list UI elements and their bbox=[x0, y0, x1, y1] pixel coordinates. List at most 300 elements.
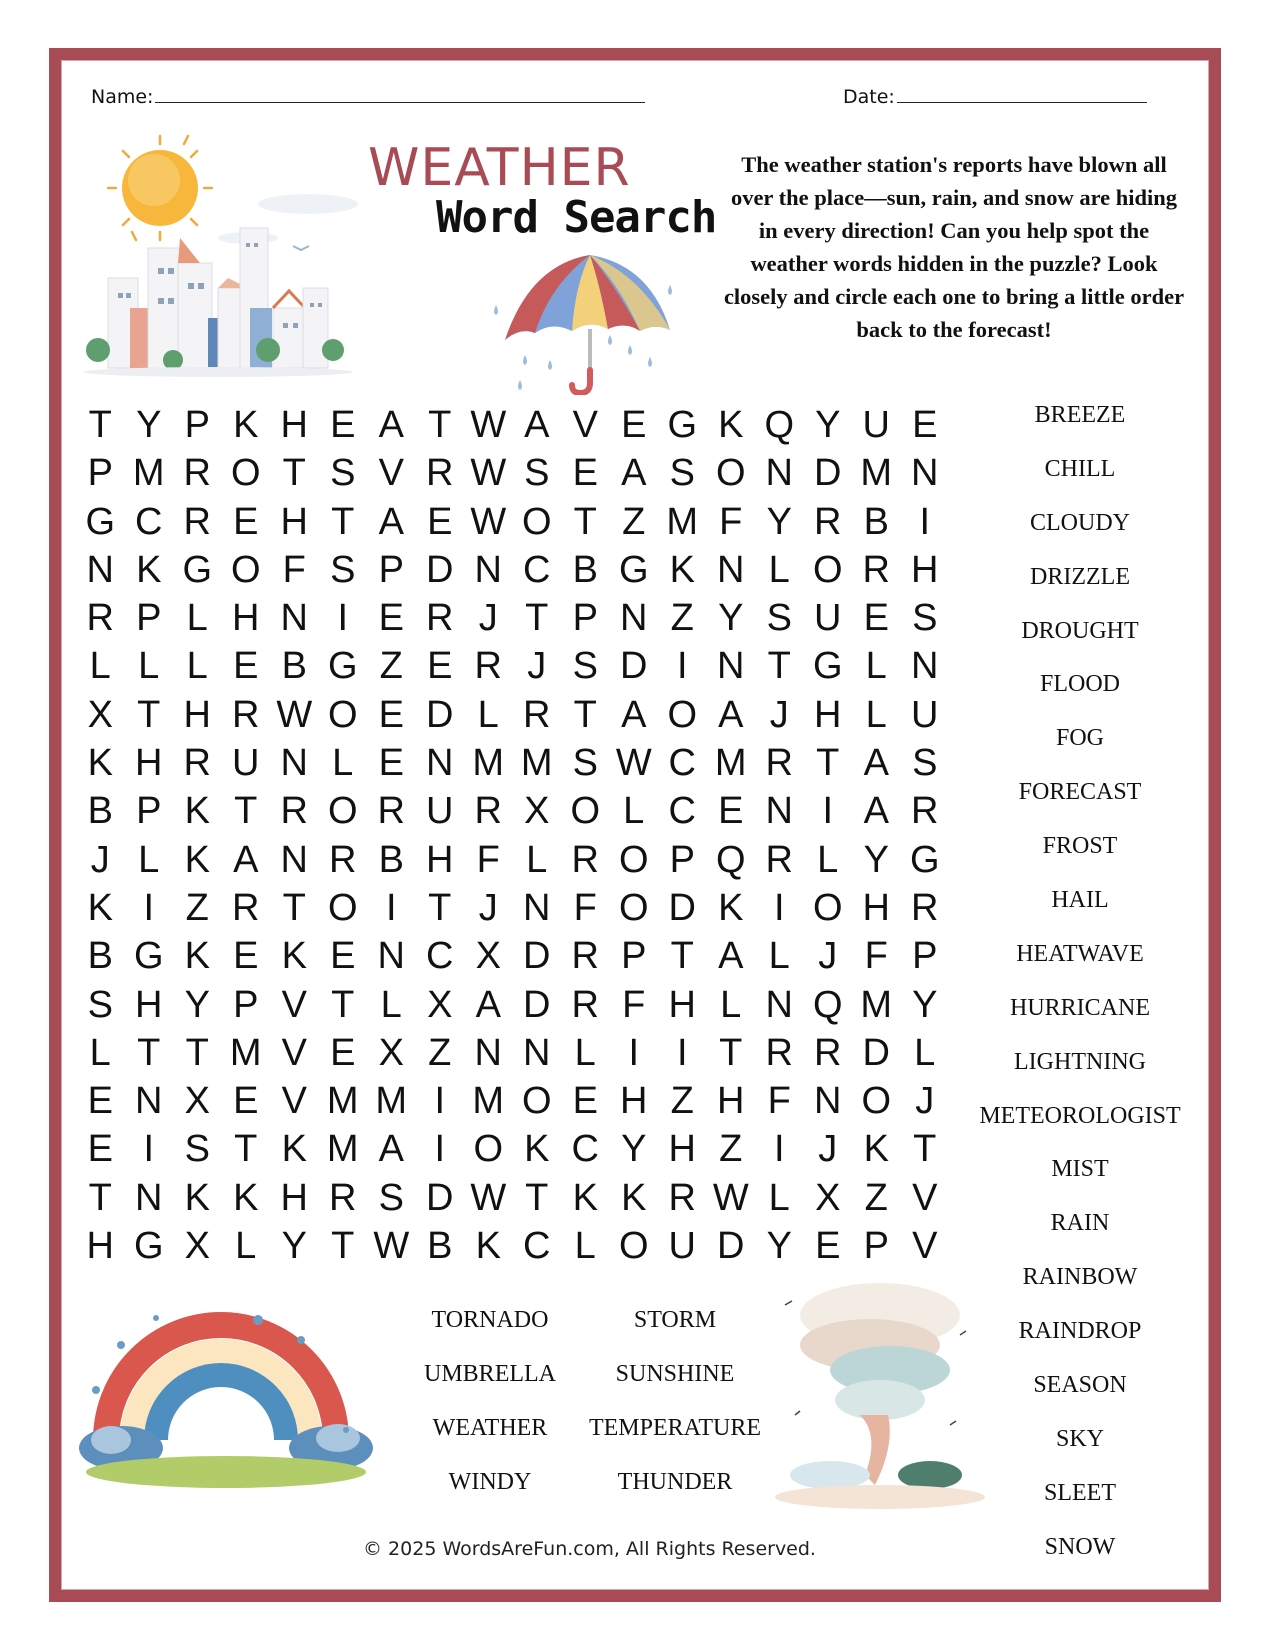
grid-cell[interactable]: E bbox=[233, 645, 259, 688]
grid-cell[interactable]: X bbox=[378, 1031, 404, 1074]
grid-cell[interactable]: N bbox=[280, 597, 308, 640]
grid-cell[interactable]: Z bbox=[864, 1176, 888, 1219]
grid-cell[interactable]: J bbox=[478, 886, 498, 929]
grid-cell[interactable]: A bbox=[475, 983, 501, 1026]
grid-cell[interactable]: N bbox=[426, 742, 454, 785]
grid-cell[interactable]: R bbox=[86, 597, 114, 640]
grid-cell[interactable]: R bbox=[765, 1031, 793, 1074]
grid-cell[interactable]: Y bbox=[912, 983, 938, 1026]
grid-cell[interactable]: P bbox=[669, 838, 695, 881]
grid-cell[interactable]: K bbox=[718, 404, 744, 446]
grid-cell[interactable]: E bbox=[718, 790, 744, 833]
grid-cell[interactable]: P bbox=[572, 597, 598, 640]
grid-cell[interactable]: U bbox=[668, 1225, 696, 1268]
grid-cell[interactable]: Z bbox=[185, 886, 209, 929]
grid-cell[interactable]: T bbox=[282, 886, 306, 929]
grid-cell[interactable]: T bbox=[88, 404, 112, 446]
grid-cell[interactable]: I bbox=[919, 500, 931, 543]
grid-cell[interactable]: N bbox=[911, 452, 939, 495]
grid-cell[interactable]: H bbox=[280, 1176, 308, 1219]
grid-cell[interactable]: R bbox=[571, 983, 599, 1026]
grid-cell[interactable]: M bbox=[714, 742, 747, 785]
grid-cell[interactable]: C bbox=[668, 790, 696, 833]
grid-cell[interactable]: T bbox=[670, 935, 694, 978]
grid-cell[interactable]: C bbox=[571, 1128, 599, 1171]
grid-cell[interactable]: N bbox=[523, 1031, 551, 1074]
grid-cell[interactable]: X bbox=[184, 1080, 210, 1123]
grid-cell[interactable]: K bbox=[184, 1176, 210, 1219]
grid-cell[interactable]: N bbox=[135, 1080, 163, 1123]
grid-cell[interactable]: K bbox=[87, 886, 113, 929]
grid-cell[interactable]: F bbox=[573, 886, 597, 929]
grid-cell[interactable]: R bbox=[474, 645, 502, 688]
grid-cell[interactable]: I bbox=[385, 886, 397, 929]
grid-cell[interactable]: T bbox=[331, 1225, 355, 1268]
grid-cell[interactable]: R bbox=[232, 693, 260, 736]
grid-cell[interactable]: W bbox=[615, 742, 652, 785]
grid-cell[interactable]: I bbox=[822, 790, 834, 833]
grid-cell[interactable]: U bbox=[814, 597, 842, 640]
grid-cell[interactable]: R bbox=[814, 500, 842, 543]
grid-cell[interactable]: T bbox=[234, 790, 258, 833]
grid-cell[interactable]: L bbox=[186, 597, 208, 640]
grid-cell[interactable]: F bbox=[282, 548, 306, 591]
grid-cell[interactable]: L bbox=[89, 1031, 111, 1074]
grid-cell[interactable]: M bbox=[472, 1080, 505, 1123]
grid-cell[interactable]: J bbox=[769, 693, 789, 736]
grid-cell[interactable]: B bbox=[572, 548, 598, 591]
grid-cell[interactable]: E bbox=[233, 500, 259, 543]
grid-cell[interactable]: E bbox=[378, 742, 404, 785]
grid-cell[interactable]: B bbox=[427, 1225, 453, 1268]
grid-cell[interactable]: P bbox=[378, 548, 404, 591]
grid-cell[interactable]: X bbox=[184, 1225, 210, 1268]
grid-cell[interactable]: S bbox=[524, 452, 550, 495]
grid-cell[interactable]: M bbox=[326, 1080, 359, 1123]
grid-cell[interactable]: B bbox=[87, 790, 113, 833]
grid-cell[interactable]: N bbox=[474, 1031, 502, 1074]
grid-cell[interactable]: S bbox=[766, 597, 792, 640]
grid-cell[interactable]: J bbox=[818, 935, 838, 978]
grid-cell[interactable]: O bbox=[812, 886, 843, 929]
grid-cell[interactable]: L bbox=[235, 1225, 257, 1268]
grid-cell[interactable]: X bbox=[87, 693, 113, 736]
grid-cell[interactable]: H bbox=[280, 404, 308, 446]
grid-cell[interactable]: E bbox=[330, 1031, 356, 1074]
grid-cell[interactable]: J bbox=[90, 838, 110, 881]
grid-cell[interactable]: E bbox=[330, 404, 356, 446]
grid-cell[interactable]: Y bbox=[621, 1128, 647, 1171]
grid-cell[interactable]: R bbox=[329, 838, 357, 881]
grid-cell[interactable]: R bbox=[232, 886, 260, 929]
grid-cell[interactable]: T bbox=[573, 693, 597, 736]
grid-cell[interactable]: R bbox=[474, 790, 502, 833]
grid-cell[interactable]: W bbox=[470, 1176, 507, 1219]
grid-cell[interactable]: Y bbox=[815, 404, 841, 446]
grid-cell[interactable]: O bbox=[812, 548, 843, 591]
grid-cell[interactable]: D bbox=[620, 645, 648, 688]
grid-cell[interactable]: L bbox=[574, 1031, 596, 1074]
grid-cell[interactable]: S bbox=[912, 597, 938, 640]
grid-cell[interactable]: B bbox=[863, 500, 889, 543]
grid-cell[interactable]: A bbox=[524, 404, 550, 446]
grid-cell[interactable]: C bbox=[523, 1225, 551, 1268]
grid-cell[interactable]: O bbox=[618, 838, 649, 881]
grid-cell[interactable]: R bbox=[862, 548, 890, 591]
grid-cell[interactable]: R bbox=[911, 790, 939, 833]
grid-cell[interactable]: R bbox=[183, 452, 211, 495]
grid-cell[interactable]: I bbox=[143, 1128, 155, 1171]
grid-cell[interactable]: L bbox=[138, 645, 160, 688]
grid-cell[interactable]: E bbox=[863, 597, 889, 640]
grid-cell[interactable]: Z bbox=[379, 645, 403, 688]
grid-cell[interactable]: K bbox=[136, 548, 162, 591]
grid-cell[interactable]: K bbox=[184, 790, 210, 833]
grid-cell[interactable]: V bbox=[378, 452, 404, 495]
grid-cell[interactable]: W bbox=[373, 1225, 410, 1268]
grid-cell[interactable]: T bbox=[234, 1128, 258, 1171]
grid-cell[interactable]: E bbox=[378, 693, 404, 736]
grid-cell[interactable]: B bbox=[87, 935, 113, 978]
grid-cell[interactable]: R bbox=[329, 1176, 357, 1219]
grid-cell[interactable]: T bbox=[719, 1031, 743, 1074]
grid-cell[interactable]: O bbox=[618, 1225, 649, 1268]
grid-cell[interactable]: S bbox=[330, 548, 356, 591]
name-field[interactable] bbox=[91, 84, 645, 108]
grid-cell[interactable]: S bbox=[330, 452, 356, 495]
grid-cell[interactable]: K bbox=[233, 1176, 259, 1219]
grid-cell[interactable]: Y bbox=[281, 1225, 307, 1268]
grid-cell[interactable]: E bbox=[87, 1080, 113, 1123]
date-field[interactable] bbox=[843, 84, 1147, 108]
grid-cell[interactable]: X bbox=[427, 983, 453, 1026]
grid-cell[interactable]: X bbox=[475, 935, 501, 978]
grid-cell[interactable]: L bbox=[817, 838, 839, 881]
grid-cell[interactable]: G bbox=[133, 1225, 164, 1268]
grid-cell[interactable]: D bbox=[426, 548, 454, 591]
grid-cell[interactable]: D bbox=[523, 935, 551, 978]
grid-cell[interactable]: R bbox=[668, 1176, 696, 1219]
grid-cell[interactable]: A bbox=[863, 790, 889, 833]
grid-cell[interactable]: O bbox=[618, 886, 649, 929]
grid-cell[interactable]: T bbox=[137, 1031, 161, 1074]
grid-cell[interactable]: A bbox=[621, 693, 647, 736]
grid-cell[interactable]: A bbox=[378, 1128, 404, 1171]
grid-cell[interactable]: N bbox=[814, 1080, 842, 1123]
date-line[interactable] bbox=[897, 84, 1147, 103]
grid-cell[interactable]: M bbox=[520, 742, 553, 785]
grid-cell[interactable]: L bbox=[186, 645, 208, 688]
grid-cell[interactable]: L bbox=[89, 645, 111, 688]
grid-cell[interactable]: L bbox=[720, 983, 742, 1026]
grid-cell[interactable]: T bbox=[525, 597, 549, 640]
grid-cell[interactable]: R bbox=[183, 742, 211, 785]
grid-cell[interactable]: M bbox=[229, 1031, 262, 1074]
grid-cell[interactable]: L bbox=[477, 693, 499, 736]
grid-cell[interactable]: Z bbox=[670, 597, 694, 640]
grid-cell[interactable]: Q bbox=[764, 404, 795, 446]
grid-cell[interactable]: A bbox=[718, 935, 744, 978]
grid-cell[interactable]: O bbox=[570, 790, 601, 833]
grid-cell[interactable]: L bbox=[623, 790, 645, 833]
grid-cell[interactable]: L bbox=[914, 1031, 936, 1074]
grid-cell[interactable]: N bbox=[620, 597, 648, 640]
grid-cell[interactable]: K bbox=[87, 742, 113, 785]
grid-cell[interactable]: R bbox=[911, 886, 939, 929]
grid-cell[interactable]: G bbox=[812, 645, 843, 688]
grid-cell[interactable]: O bbox=[230, 548, 261, 591]
grid-cell[interactable]: G bbox=[327, 645, 358, 688]
grid-cell[interactable]: K bbox=[718, 886, 744, 929]
grid-cell[interactable]: I bbox=[143, 886, 155, 929]
grid-cell[interactable]: S bbox=[572, 742, 598, 785]
grid-cell[interactable]: T bbox=[573, 500, 597, 543]
grid-cell[interactable]: Z bbox=[719, 1128, 743, 1171]
grid-cell[interactable]: R bbox=[377, 790, 405, 833]
grid-cell[interactable]: N bbox=[765, 790, 793, 833]
grid-cell[interactable]: V bbox=[912, 1176, 938, 1219]
grid-cell[interactable]: H bbox=[183, 693, 211, 736]
grid-cell[interactable]: V bbox=[281, 1080, 307, 1123]
grid-cell[interactable]: E bbox=[87, 1128, 113, 1171]
grid-cell[interactable]: H bbox=[814, 693, 842, 736]
grid-cell[interactable]: K bbox=[281, 935, 307, 978]
grid-cell[interactable]: Y bbox=[184, 983, 210, 1026]
grid-cell[interactable]: B bbox=[281, 645, 307, 688]
grid-cell[interactable]: J bbox=[527, 645, 547, 688]
grid-cell[interactable]: O bbox=[715, 452, 746, 495]
grid-cell[interactable]: G bbox=[182, 548, 213, 591]
grid-cell[interactable]: H bbox=[232, 597, 260, 640]
grid-cell[interactable]: Q bbox=[715, 838, 746, 881]
grid-cell[interactable]: P bbox=[87, 452, 113, 495]
grid-cell[interactable]: H bbox=[135, 742, 163, 785]
grid-cell[interactable]: E bbox=[815, 1225, 841, 1268]
grid-cell[interactable]: T bbox=[331, 500, 355, 543]
grid-cell[interactable]: O bbox=[521, 1080, 552, 1123]
grid-cell[interactable]: H bbox=[668, 1128, 696, 1171]
grid-cell[interactable]: J bbox=[478, 597, 498, 640]
grid-cell[interactable]: N bbox=[911, 645, 939, 688]
grid-cell[interactable]: F bbox=[622, 983, 646, 1026]
grid-cell[interactable]: N bbox=[765, 983, 793, 1026]
grid-cell[interactable]: N bbox=[765, 452, 793, 495]
grid-cell[interactable]: S bbox=[378, 1176, 404, 1219]
grid-cell[interactable]: W bbox=[470, 500, 507, 543]
grid-cell[interactable]: L bbox=[526, 838, 548, 881]
grid-cell[interactable]: U bbox=[911, 693, 939, 736]
grid-cell[interactable]: S bbox=[184, 1128, 210, 1171]
grid-cell[interactable]: T bbox=[767, 645, 791, 688]
grid-cell[interactable]: M bbox=[472, 742, 505, 785]
grid-cell[interactable]: C bbox=[668, 742, 696, 785]
grid-cell[interactable]: D bbox=[426, 1176, 454, 1219]
grid-cell[interactable]: K bbox=[524, 1128, 550, 1171]
grid-cell[interactable]: T bbox=[913, 1128, 937, 1171]
grid-cell[interactable]: L bbox=[865, 693, 887, 736]
grid-cell[interactable]: F bbox=[719, 500, 743, 543]
grid-cell[interactable]: T bbox=[428, 404, 452, 446]
grid-cell[interactable]: E bbox=[378, 597, 404, 640]
grid-cell[interactable]: K bbox=[863, 1128, 889, 1171]
grid-cell[interactable]: O bbox=[327, 693, 358, 736]
grid-cell[interactable]: O bbox=[861, 1080, 892, 1123]
grid-cell[interactable]: P bbox=[233, 983, 259, 1026]
grid-cell[interactable]: X bbox=[524, 790, 550, 833]
grid-cell[interactable]: H bbox=[426, 838, 454, 881]
grid-cell[interactable]: Q bbox=[812, 983, 843, 1026]
grid-cell[interactable]: L bbox=[380, 983, 402, 1026]
grid-cell[interactable]: S bbox=[669, 452, 695, 495]
word-search-grid[interactable] bbox=[76, 404, 949, 1273]
grid-cell[interactable]: P bbox=[136, 597, 162, 640]
grid-cell[interactable]: K bbox=[669, 548, 695, 591]
grid-cell[interactable]: T bbox=[816, 742, 840, 785]
grid-cell[interactable]: T bbox=[428, 886, 452, 929]
grid-cell[interactable]: I bbox=[434, 1080, 446, 1123]
grid-cell[interactable]: E bbox=[621, 404, 647, 446]
grid-cell[interactable]: V bbox=[281, 983, 307, 1026]
grid-cell[interactable]: C bbox=[523, 548, 551, 591]
grid-cell[interactable]: J bbox=[818, 1128, 838, 1171]
grid-cell[interactable]: R bbox=[814, 1031, 842, 1074]
grid-cell[interactable]: K bbox=[281, 1128, 307, 1171]
grid-cell[interactable]: N bbox=[717, 548, 745, 591]
grid-cell[interactable]: O bbox=[327, 886, 358, 929]
grid-cell[interactable]: P bbox=[136, 790, 162, 833]
grid-cell[interactable]: A bbox=[378, 500, 404, 543]
grid-cell[interactable]: K bbox=[621, 1176, 647, 1219]
grid-cell[interactable]: F bbox=[864, 935, 888, 978]
grid-cell[interactable]: A bbox=[718, 693, 744, 736]
grid-cell[interactable]: N bbox=[280, 838, 308, 881]
grid-cell[interactable]: M bbox=[132, 452, 165, 495]
grid-cell[interactable]: M bbox=[666, 500, 699, 543]
grid-cell[interactable]: K bbox=[233, 404, 259, 446]
grid-cell[interactable]: H bbox=[862, 886, 890, 929]
grid-cell[interactable]: R bbox=[523, 693, 551, 736]
grid-cell[interactable]: T bbox=[88, 1176, 112, 1219]
grid-cell[interactable]: V bbox=[572, 404, 598, 446]
grid-cell[interactable]: O bbox=[327, 790, 358, 833]
grid-cell[interactable]: G bbox=[85, 500, 116, 543]
grid-cell[interactable]: W bbox=[470, 452, 507, 495]
grid-cell[interactable]: P bbox=[184, 404, 210, 446]
grid-cell[interactable]: E bbox=[572, 1080, 598, 1123]
grid-cell[interactable]: E bbox=[427, 500, 453, 543]
grid-cell[interactable]: R bbox=[571, 935, 599, 978]
grid-cell[interactable]: B bbox=[378, 838, 404, 881]
grid-cell[interactable]: X bbox=[815, 1176, 841, 1219]
grid-cell[interactable]: N bbox=[474, 548, 502, 591]
grid-cell[interactable]: T bbox=[185, 1031, 209, 1074]
grid-cell[interactable]: D bbox=[717, 1225, 745, 1268]
grid-cell[interactable]: O bbox=[473, 1128, 504, 1171]
grid-cell[interactable]: U bbox=[232, 742, 260, 785]
grid-cell[interactable]: O bbox=[230, 452, 261, 495]
grid-cell[interactable]: N bbox=[523, 886, 551, 929]
grid-cell[interactable]: I bbox=[337, 597, 349, 640]
grid-cell[interactable]: K bbox=[572, 1176, 598, 1219]
grid-cell[interactable]: I bbox=[773, 886, 785, 929]
name-line[interactable] bbox=[155, 84, 645, 103]
grid-cell[interactable]: R bbox=[765, 742, 793, 785]
grid-cell[interactable]: P bbox=[912, 935, 938, 978]
grid-cell[interactable]: H bbox=[86, 1225, 114, 1268]
grid-cell[interactable]: A bbox=[233, 838, 259, 881]
grid-cell[interactable]: Y bbox=[766, 500, 792, 543]
grid-cell[interactable]: Y bbox=[863, 838, 889, 881]
grid-cell[interactable]: P bbox=[621, 935, 647, 978]
grid-cell[interactable]: S bbox=[912, 742, 938, 785]
grid-cell[interactable]: A bbox=[378, 404, 404, 446]
grid-cell[interactable]: N bbox=[135, 1176, 163, 1219]
grid-cell[interactable]: D bbox=[523, 983, 551, 1026]
grid-cell[interactable]: R bbox=[426, 597, 454, 640]
grid-cell[interactable]: T bbox=[331, 983, 355, 1026]
grid-cell[interactable]: Z bbox=[622, 500, 646, 543]
grid-cell[interactable]: D bbox=[814, 452, 842, 495]
grid-cell[interactable]: H bbox=[668, 983, 696, 1026]
grid-cell[interactable]: L bbox=[768, 548, 790, 591]
grid-cell[interactable]: I bbox=[676, 1031, 688, 1074]
grid-cell[interactable]: Y bbox=[136, 404, 162, 446]
grid-cell[interactable]: H bbox=[911, 548, 939, 591]
grid-cell[interactable]: H bbox=[717, 1080, 745, 1123]
grid-cell[interactable]: I bbox=[628, 1031, 640, 1074]
grid-cell[interactable]: I bbox=[773, 1128, 785, 1171]
grid-cell[interactable]: V bbox=[281, 1031, 307, 1074]
grid-cell[interactable]: N bbox=[86, 548, 114, 591]
grid-cell[interactable]: R bbox=[426, 452, 454, 495]
grid-cell[interactable]: S bbox=[572, 645, 598, 688]
grid-cell[interactable]: Z bbox=[670, 1080, 694, 1123]
grid-cell[interactable]: Z bbox=[428, 1031, 452, 1074]
grid-cell[interactable]: G bbox=[133, 935, 164, 978]
grid-cell[interactable]: D bbox=[668, 886, 696, 929]
grid-cell[interactable]: Y bbox=[766, 1225, 792, 1268]
grid-cell[interactable]: H bbox=[135, 983, 163, 1026]
grid-cell[interactable]: E bbox=[233, 935, 259, 978]
grid-cell[interactable]: F bbox=[476, 838, 500, 881]
grid-cell[interactable]: R bbox=[183, 500, 211, 543]
grid-cell[interactable]: M bbox=[326, 1128, 359, 1171]
grid-cell[interactable]: S bbox=[87, 983, 113, 1026]
grid-cell[interactable]: U bbox=[426, 790, 454, 833]
grid-cell[interactable]: R bbox=[280, 790, 308, 833]
grid-cell[interactable]: R bbox=[571, 838, 599, 881]
grid-cell[interactable]: I bbox=[676, 645, 688, 688]
grid-cell[interactable]: O bbox=[521, 500, 552, 543]
grid-cell[interactable]: J bbox=[915, 1080, 935, 1123]
grid-cell[interactable]: L bbox=[865, 645, 887, 688]
grid-cell[interactable]: W bbox=[276, 693, 313, 736]
grid-cell[interactable]: T bbox=[137, 693, 161, 736]
grid-cell[interactable]: P bbox=[863, 1225, 889, 1268]
grid-cell[interactable]: E bbox=[233, 1080, 259, 1123]
grid-cell[interactable]: C bbox=[426, 935, 454, 978]
grid-cell[interactable]: W bbox=[470, 404, 507, 446]
grid-cell[interactable]: H bbox=[280, 500, 308, 543]
grid-cell[interactable]: Y bbox=[718, 597, 744, 640]
grid-cell[interactable]: U bbox=[862, 404, 890, 446]
grid-cell[interactable]: L bbox=[768, 935, 790, 978]
grid-cell[interactable]: W bbox=[712, 1176, 749, 1219]
grid-cell[interactable]: K bbox=[475, 1225, 501, 1268]
grid-cell[interactable]: E bbox=[912, 404, 938, 446]
grid-cell[interactable]: A bbox=[621, 452, 647, 495]
grid-cell[interactable]: D bbox=[426, 693, 454, 736]
